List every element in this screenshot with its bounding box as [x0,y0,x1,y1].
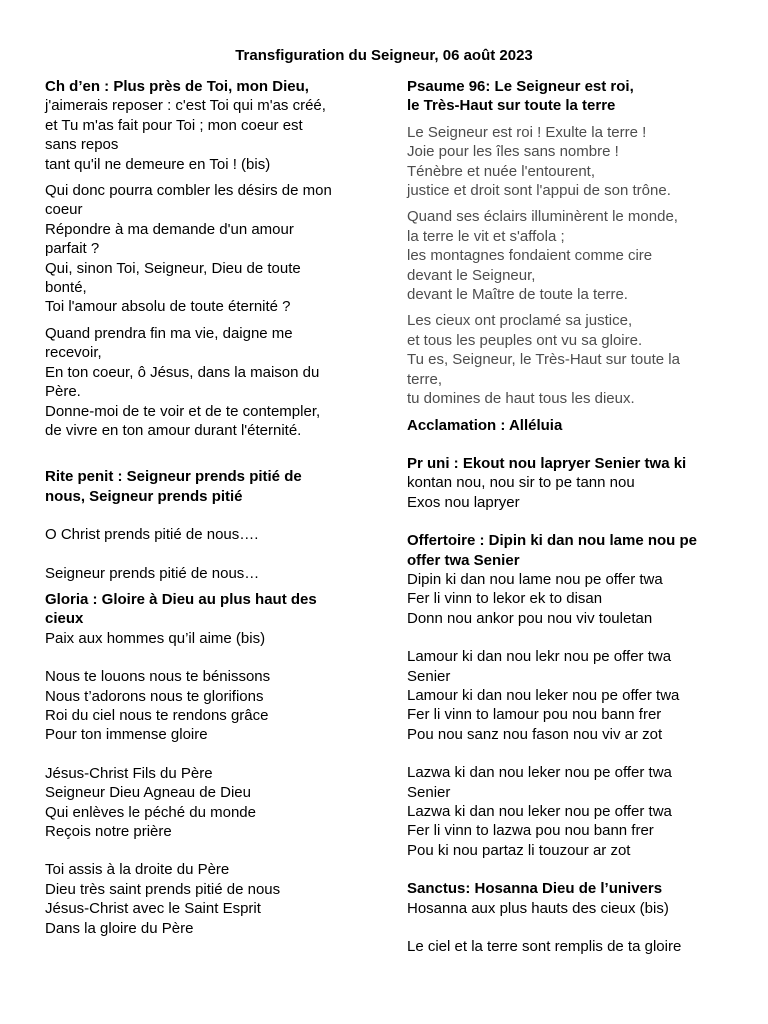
offertory-line: Lamour ki dan nou lekr nou pe offer twa [407,648,672,666]
psalm-stanza-3 [407,311,737,408]
entrance-hymn [45,77,375,174]
offertory-line: Donn nou ankor pou nou viv touletan [407,609,653,627]
stanza-line: Répondre à ma demande d'un amour [45,220,294,238]
universal-prayer [407,454,737,512]
psalm-line: Tu es, Seigneur, le Très-Haut sur toute la [407,351,680,369]
gloria-line: Paix aux hommes qu’il aime (bis) [45,629,266,647]
gloria-line: Seigneur Dieu Agneau de Dieu [45,784,251,802]
acclamation-heading: Acclamation : Alléluia [407,416,563,434]
document-title: Transfiguration du Seigneur, 06 août 2023 [235,47,533,64]
gloria-line: Roi du ciel nous te rendons grâce [45,706,269,724]
left-column [45,77,375,938]
offertory-line: Dipin ki dan nou lame nou pe offer twa [407,570,663,588]
psalm-line: les montagnes fondaient comme cire [407,247,653,265]
entrance-hymn-line: sans repos [45,136,119,154]
universal-prayer-line: Exos nou lapryer [407,493,520,511]
stanza-line: recevoir, [45,344,102,362]
psalm-line: tu domines de haut tous les dieux. [407,390,635,408]
offertory-line: Lazwa ki dan nou leker nou pe offer twa [407,803,672,820]
gloria-line: Dans la gloire du Père [45,919,194,937]
sanctus [407,879,737,956]
psalm-line: Les cieux ont proclamé sa justice, [407,312,633,330]
psalm-line: justice et droit sont l'appui de son trône. [407,182,671,200]
gloria-line: Toi assis à la droite du Père [45,861,230,879]
offertory-heading: offer twa Senier [407,551,520,569]
gloria-line: Nous t’adorons nous te glorifions [45,687,264,705]
entrance-hymn-line: tant qu'il ne demeure en Toi ! (bis) [45,155,271,173]
sanctus-heading: Sanctus: Hosanna Dieu de l’univers [407,880,663,898]
gloria-line: Nous te louons nous te bénissons [45,668,271,686]
stanza-line: Quand prendra fin ma vie, daigne me [45,324,293,342]
offertory-line: Lamour ki dan nou leker nou pe offer twa [407,686,680,704]
psalm-line: Quand ses éclairs illuminèrent le monde, [407,208,678,226]
psalm-line: la terre le vit et s'affola ; [407,227,565,245]
psalm-title-2: le Très-Haut sur toute la terre [407,97,616,115]
stanza-line: bonté, [45,279,87,297]
offertory [407,531,737,860]
stanza-line: Qui, sinon Toi, Seigneur, Dieu de toute [45,259,301,277]
penitential-line: O Christ prends pitié de nous…. [45,526,259,544]
entrance-hymn-stanza-2 [45,181,375,317]
entrance-hymn-stanza-3 [45,324,375,440]
gloria-line: Pour ton immense gloire [45,726,208,744]
offertory-line: Pou ki nou partaz li touzour ar zot [407,841,631,859]
gloria-line: Dieu très saint prends pitié de nous [45,880,281,898]
offertory-line: Senier [407,667,451,685]
offertory-line: Pou nou sanz nou fason nou viv ar zot [407,725,663,743]
psalm-line: Le Seigneur est roi ! Exulte la terre ! [407,123,647,141]
stanza-line: Père. [45,383,81,401]
stanza-line: de vivre en ton amour durant l'éternité. [45,421,302,439]
universal-prayer-line: kontan nou, nou sir to pe tann nou [407,474,635,492]
offertory-line: Senier [407,783,451,801]
penitential-rite [45,467,375,583]
psalm-line: terre, [407,370,443,388]
penitential-rite-heading: Rite penit : Seigneur prends pitié de [45,468,302,486]
psalm-line: Ténèbre et nuée l'entourent, [407,162,595,180]
psalm-stanza-2 [407,207,737,304]
stanza-line: Toi l'amour absolu de toute éternité ? [45,298,291,316]
universal-prayer-heading: Pr uni : Ekout nou lapryer Senier twa ki [407,454,687,472]
penitential-line: Seigneur prends pitié de nous… [45,564,260,582]
stanza-line: coeur [45,201,83,219]
offertory-line: Lazwa ki dan nou leker nou pe offer twa [407,764,672,782]
offertory-line: Fer li vinn to lamour pou nou bann frer [407,706,662,724]
stanza-line: parfait ? [45,240,100,258]
psalm-stanza-1 [407,123,737,201]
gloria-line: Jésus-Christ avec le Saint Esprit [45,900,261,918]
gloria [45,590,375,938]
psalm-line: Joie pour les îles sans nombre ! [407,143,619,161]
gloria-line: Jésus-Christ Fils du Père [45,764,213,782]
entrance-hymn-heading: Ch d’en : Plus près de Toi, mon Dieu, [45,78,309,95]
right-column [407,77,737,956]
psalm-title: Le Seigneur est roi, [490,78,634,95]
penitential-rite-heading: nous, Seigneur prends pitié [45,487,243,505]
psalm-heading [407,77,737,116]
stanza-line: En ton coeur, ô Jésus, dans la maison du [45,363,320,381]
gloria-heading: Gloria : Gloire à Dieu au plus haut des [45,590,317,608]
offertory-heading: Offertoire : Dipin ki dan nou lame nou pe [407,532,698,550]
psalm-line: devant le Seigneur, [407,266,536,284]
gloria-heading: cieux [45,610,84,628]
sanctus-line: Le ciel et la terre sont remplis de ta gloire [407,938,682,956]
entrance-hymn-line: j'aimerais reposer : c'est Toi qui m'as créé, [45,97,326,115]
offertory-line: Fer li vinn to lazwa pou nou bann frer [407,822,654,840]
gloria-line: Qui enlèves le péché du monde [45,803,256,821]
psalm-line: devant le Maître de toute la terre. [407,286,628,304]
stanza-line: Donne-moi de te voir et de te contempler, [45,402,321,420]
psalm-line: et tous les peuples ont vu sa gloire. [407,331,643,349]
gloria-line: Reçois notre prière [45,823,172,840]
sanctus-line: Hosanna aux plus hauts des cieux (bis) [407,899,669,917]
offertory-line: Fer li vinn to lekor ek to disan [407,590,603,608]
psalm-label: Psaume 96: [407,78,491,95]
entrance-hymn-line: et Tu m'as fait pour Toi ; mon coeur est [45,116,303,134]
stanza-line: Qui donc pourra combler les désirs de mon [45,182,332,200]
